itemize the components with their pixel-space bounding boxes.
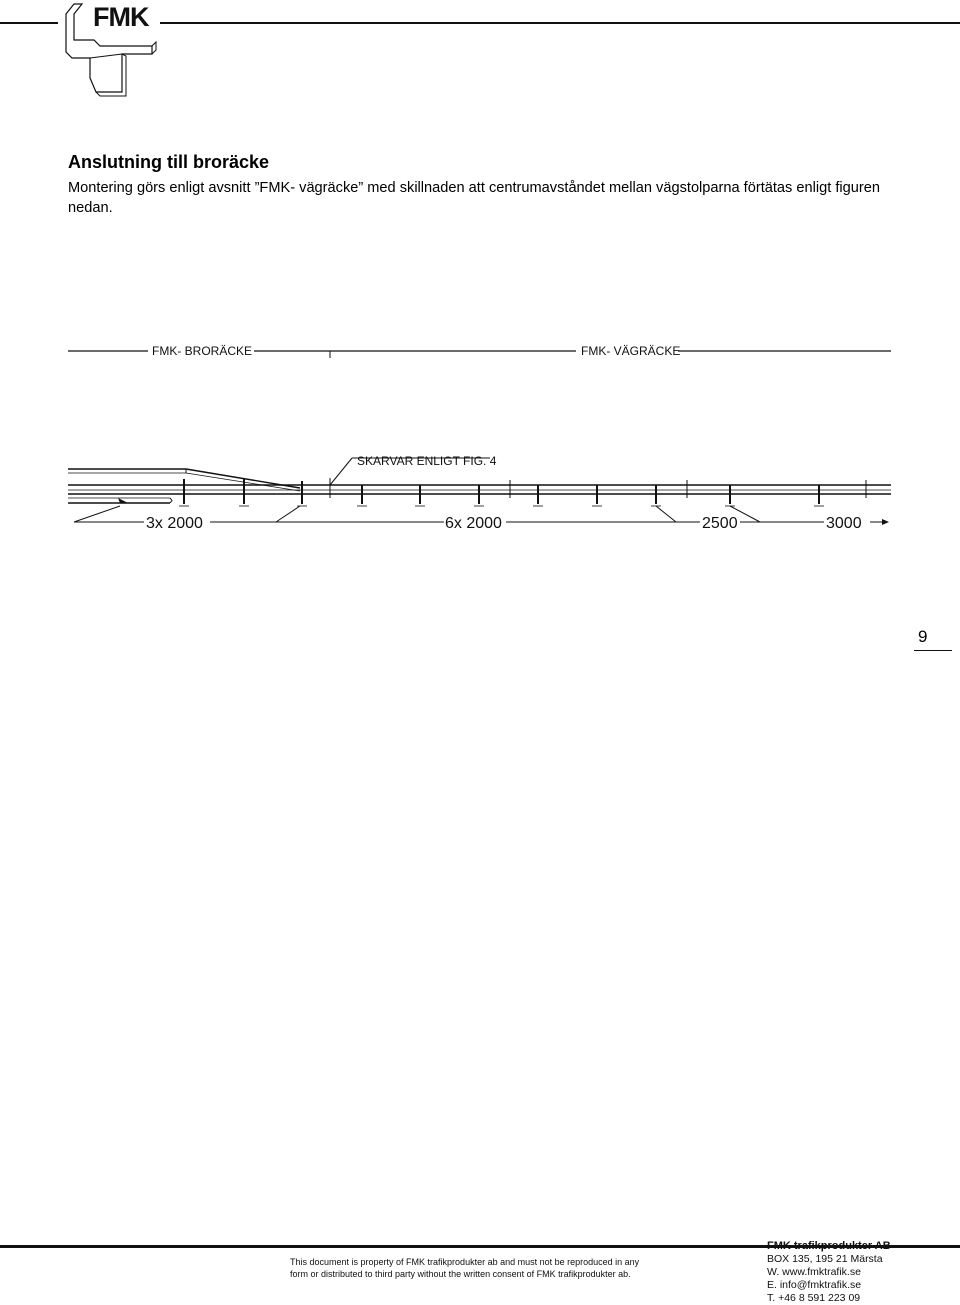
company-web[interactable]: W. www.fmktrafik.se [767,1266,861,1278]
guardrail-drawing [60,330,900,550]
company-address: BOX 135, 195 21 Märsta [767,1253,883,1265]
page-number-rule [914,650,952,651]
footer-disclaimer [290,1256,690,1280]
footer-company [767,1240,891,1305]
dimension-3000: 3000 [826,515,862,532]
disclaimer-line-1: This document is property of FMK trafikprodukter ab and must not be reproduced in any [290,1257,640,1267]
disclaimer-line-2: form or distributed to third party without the written consent of FMK trafikprodukter ab. [290,1269,631,1279]
page-number: 9 [918,627,928,646]
dimension-2500: 2500 [702,515,738,532]
logo-text: FMK [93,2,149,32]
dimension-6x2000: 6x 2000 [445,515,502,532]
header-rule-left [0,22,58,24]
section-body: Montering görs enligt avsnitt ”FMK- vägräcke” med skillnaden att centrumavståndet mellan vägstolparna förtätas enligt figuren nedan. [68,180,880,216]
label-joints: SKARVAR ENLIGT FIG. 4 [357,454,497,468]
label-bridge-rail: FMK- BRORÄCKE [152,344,253,358]
company-phone: T. +46 8 591 223 09 [767,1292,861,1304]
company-email[interactable]: E. info@fmktrafik.se [767,1279,862,1291]
company-name: FMK trafikprodukter AB [767,1240,891,1252]
dimension-3x2000: 3x 2000 [146,515,203,532]
header-rule-right [160,22,960,24]
section-title: Anslutning till broräcke [68,152,270,172]
label-road-rail: FMK- VÄGRÄCKE [581,344,681,358]
